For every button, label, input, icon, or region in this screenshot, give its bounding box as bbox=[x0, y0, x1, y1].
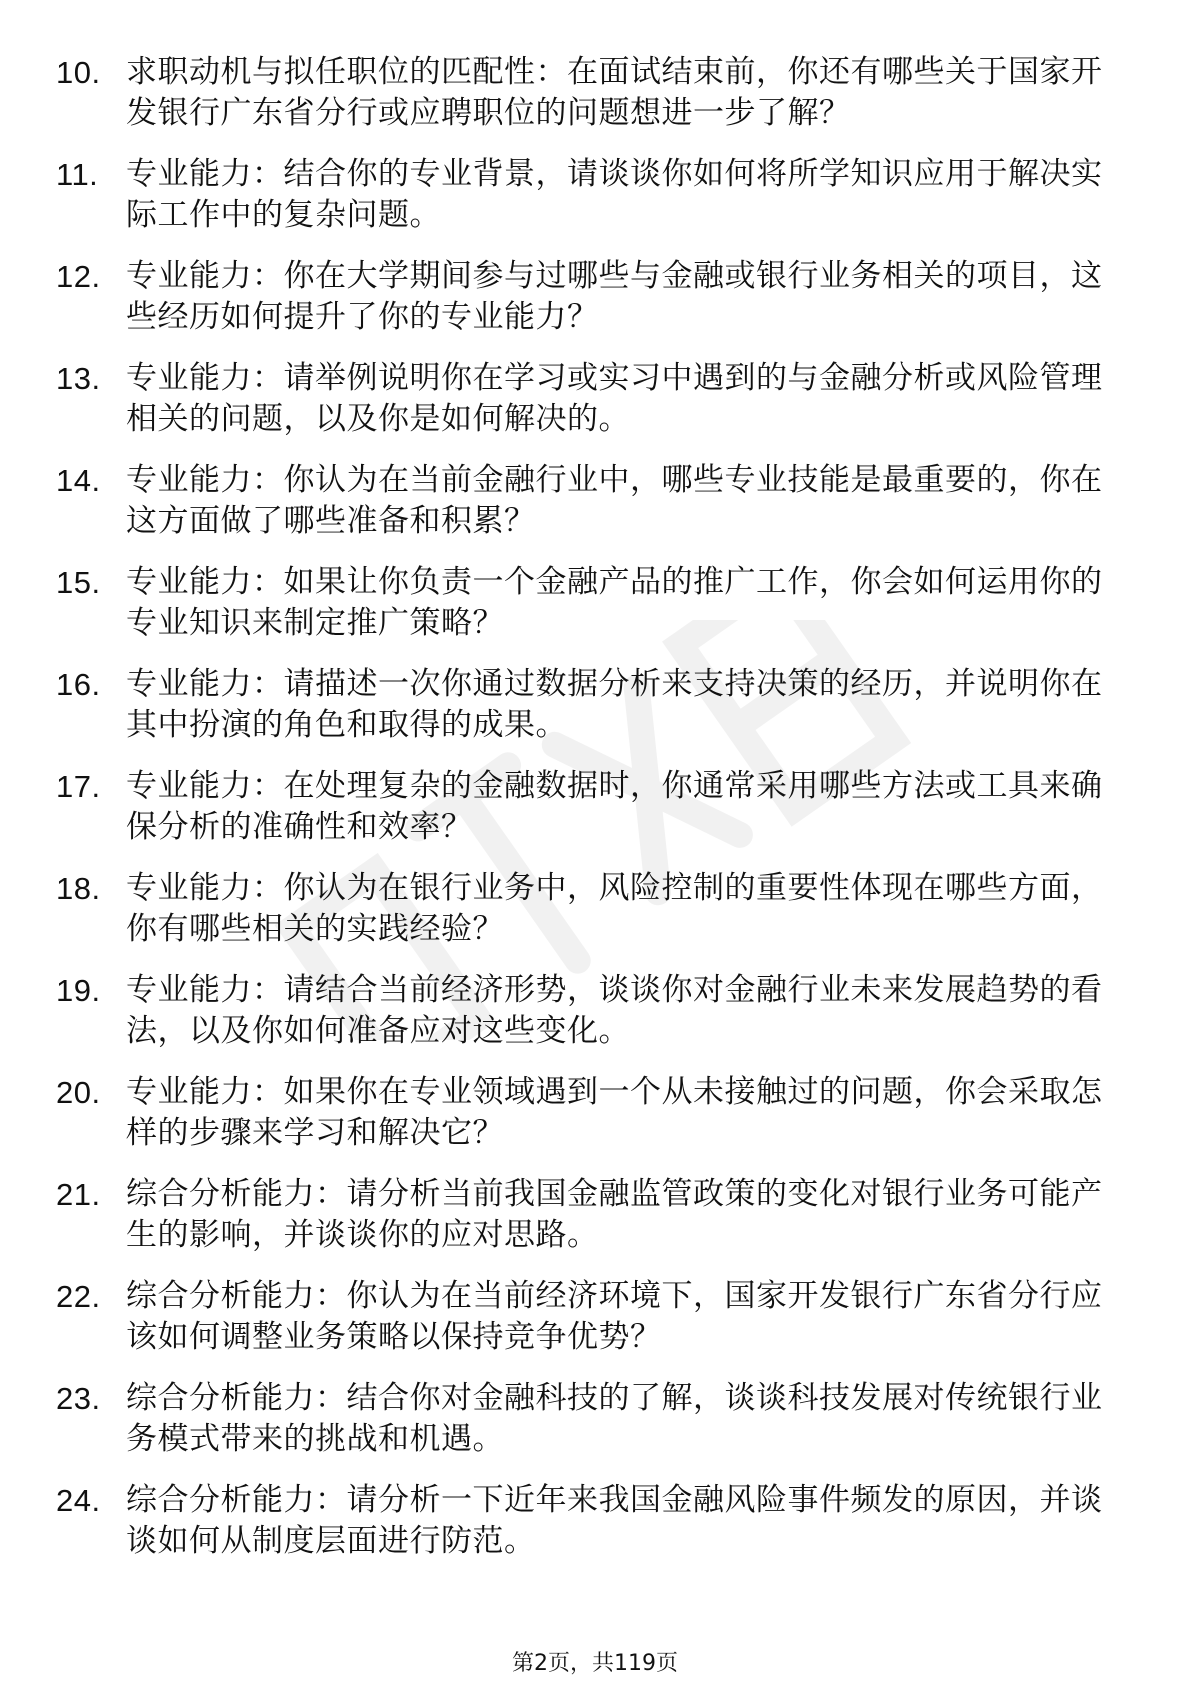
page-footer bbox=[0, 1646, 1190, 1677]
question-text: 综合分析能力：你认为在当前经济环境下，国家开发银行广东省分行应该如何调整业务策略以保持竞争优势？ bbox=[126, 1278, 1103, 1355]
question-number: 16. bbox=[56, 667, 101, 702]
question-number: 12. bbox=[56, 259, 101, 294]
question-text: 综合分析能力：结合你对金融科技的了解，谈谈科技发展对传统银行业务模式带来的挑战和机遇。 bbox=[126, 1380, 1103, 1457]
question-number: 17. bbox=[56, 769, 101, 804]
question-number: 22. bbox=[56, 1279, 101, 1314]
question-text: 专业能力：结合你的专业背景，请谈谈你如何将所学知识应用于解决实际工作中的复杂问题。 bbox=[126, 156, 1103, 233]
question-item bbox=[56, 460, 1106, 542]
question-number: 24. bbox=[56, 1483, 101, 1518]
question-item bbox=[56, 562, 1106, 644]
question-item bbox=[56, 154, 1106, 236]
question-item bbox=[56, 766, 1106, 848]
question-number: 20. bbox=[56, 1075, 101, 1110]
question-text: 专业能力：如果你在专业领域遇到一个从未接触过的问题，你会采取怎样的步骤来学习和解决它？ bbox=[126, 1074, 1103, 1151]
question-number: 23. bbox=[56, 1381, 101, 1416]
question-item bbox=[56, 868, 1106, 950]
question-item bbox=[56, 664, 1106, 746]
question-item bbox=[56, 970, 1106, 1052]
question-text: 专业能力：如果让你负责一个金融产品的推广工作，你会如何运用你的专业知识来制定推广策略？ bbox=[126, 564, 1103, 641]
question-text: 综合分析能力：请分析一下近年来我国金融风险事件频发的原因，并谈谈如何从制度层面进行防范。 bbox=[126, 1482, 1103, 1559]
question-number: 13. bbox=[56, 361, 101, 396]
question-number: 10. bbox=[56, 55, 101, 90]
question-item bbox=[56, 358, 1106, 440]
question-number: 21. bbox=[56, 1177, 101, 1212]
question-text: 求职动机与拟任职位的匹配性：在面试结束前，你还有哪些关于国家开发银行广东省分行或应聘职位的问题想进一步了解？ bbox=[126, 54, 1103, 131]
question-item bbox=[56, 1276, 1106, 1358]
question-number: 19. bbox=[56, 973, 101, 1008]
question-number: 18. bbox=[56, 871, 101, 906]
question-item bbox=[56, 256, 1106, 338]
question-item bbox=[56, 1072, 1106, 1154]
question-item bbox=[56, 1378, 1106, 1460]
question-text: 专业能力：你在大学期间参与过哪些与金融或银行业务相关的项目，这些经历如何提升了你的专业能力？ bbox=[126, 258, 1103, 335]
question-item bbox=[56, 1480, 1106, 1562]
question-text: 专业能力：请举例说明你在学习或实习中遇到的与金融分析或风险管理相关的问题，以及你是如何解决的。 bbox=[126, 360, 1103, 437]
question-item bbox=[56, 1174, 1106, 1256]
question-number: 15. bbox=[56, 565, 101, 600]
question-item bbox=[56, 52, 1106, 134]
question-text: 专业能力：请结合当前经济形势，谈谈你对金融行业未来发展趋势的看法，以及你如何准备应对这些变化。 bbox=[126, 972, 1103, 1049]
question-text: 专业能力：你认为在当前金融行业中，哪些专业技能是最重要的，你在这方面做了哪些准备和积累？ bbox=[126, 462, 1103, 539]
question-list bbox=[56, 52, 1106, 1582]
question-text: 专业能力：请描述一次你通过数据分析来支持决策的经历，并说明你在其中扮演的角色和取得的成果。 bbox=[126, 666, 1103, 743]
question-text: 综合分析能力：请分析当前我国金融监管政策的变化对银行业务可能产生的影响，并谈谈你的应对思路。 bbox=[126, 1176, 1103, 1253]
question-text: 专业能力：你认为在银行业务中，风险控制的重要性体现在哪些方面，你有哪些相关的实践经验？ bbox=[126, 870, 1103, 947]
question-text: 专业能力：在处理复杂的金融数据时，你通常采用哪些方法或工具来确保分析的准确性和效率？ bbox=[126, 768, 1103, 845]
question-number: 14. bbox=[56, 463, 101, 498]
page-number-label: 第2页，共119页 bbox=[512, 1651, 678, 1676]
question-number: 11. bbox=[56, 157, 99, 192]
